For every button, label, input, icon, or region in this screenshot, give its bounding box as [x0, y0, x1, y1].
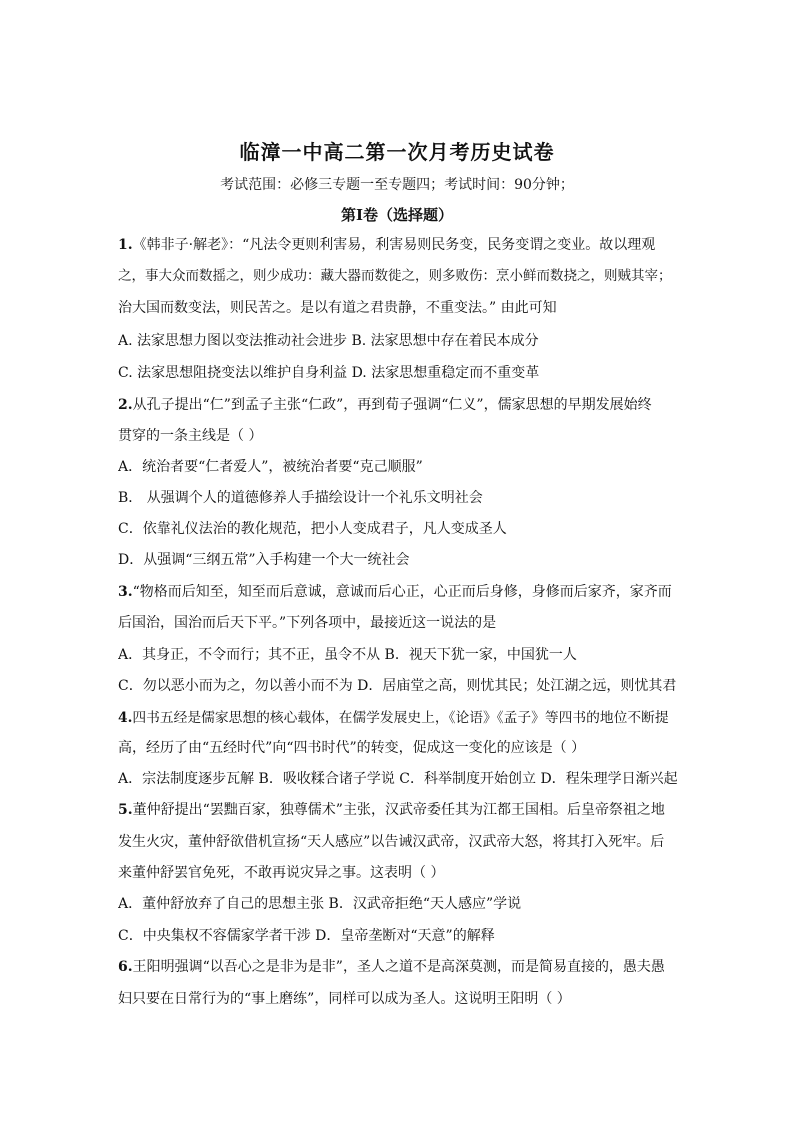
question-3-option: C．勿以恶小而为之，勿以善小而不为 D．居庙堂之高，则忧其民；处江湖之远，则忧其君 — [118, 678, 677, 694]
question-6-line: 妇只要在日常行为的“事上磨练”，同样可以成为圣人。这说明王阳明（ ） — [118, 991, 571, 1007]
question-1-option: C. 法家思想阻挠变法以维护自身利益 D. 法家思想重稳定而不重变革 — [118, 365, 540, 381]
question-2-line: 2.从孔子提出“仁”到孟子主张“仁政”，再到荀子强调“仁义”，儒家思想的早期发展始终 — [118, 397, 652, 413]
section-heading: 第I卷（选择题） — [340, 206, 454, 224]
question-number: 2. — [118, 397, 133, 413]
question-5-line: 5.董仲舒提出“罢黜百家，独尊儒术”主张，汉武帝委任其为江都王国相。后皇帝祭祖之地 — [118, 802, 665, 818]
page-title: 临漳一中高二第一次月考历史试卷 — [239, 140, 555, 164]
question-1-line: 1.《韩非子·解老》：“凡法令更则利害易，利害易则民务变，民务变谓之变业。故以理观 — [118, 237, 656, 253]
question-number: 5. — [118, 802, 133, 818]
question-6-line: 6.王阳明强调“以吾心之是非为是非”，圣人之道不是高深莫测，而是简易直接的，愚夫愚 — [118, 959, 665, 975]
question-4-line: 4.四书五经是儒家思想的核心载体，在儒学发展史上，《论语》《孟子》等四书的地位不断提 — [118, 710, 669, 726]
question-2-option: A．统治者要“仁者爱人”，被统治者要“克己顺服” — [118, 459, 423, 475]
question-number: 4. — [118, 710, 133, 726]
question-4-option: A．宗法制度逐步瓦解 B．吸收糅合诸子学说 C．科举制度开始创立 D．程朱理学日渐兴起 — [118, 771, 678, 787]
question-5-option: A．董仲舒放弃了自己的思想主张 B．汉武帝拒绝“天人感应”学说 — [118, 896, 522, 912]
question-3-line: 3.“物格而后知至，知至而后意诚，意诚而后心正，心正而后身修，身修而后家齐，家齐而 — [118, 584, 672, 600]
question-number: 3. — [118, 584, 133, 600]
question-4-line: 高，经历了由“五经时代”向“四书时代”的转变，促成这一变化的应该是（ ） — [118, 740, 586, 756]
exam-info: 考试范围：必修三专题一至专题四；考试时间：90分钟； — [220, 177, 574, 193]
question-1-line: 治大国而数变法，则民苦之。是以有道之君贵静，不重变法。” 由此可知 — [118, 300, 557, 316]
question-2-line: 贯穿的一条主线是（ ） — [118, 428, 263, 444]
question-1-option: A. 法家思想力图以变法推动社会进步 B. 法家思想中存在着民本成分 — [118, 333, 539, 349]
question-2-option: C．依靠礼仪法治的教化规范，把小人变成君子，凡人变成圣人 — [118, 521, 507, 537]
question-2-option: D．从强调“三纲五常”入手构建一个大一统社会 — [118, 552, 410, 568]
question-number: 1. — [118, 237, 133, 253]
question-3-option: A．其身正，不令而行；其不正，虽令不从 B．视天下犹一家，中国犹一人 — [118, 647, 577, 663]
question-5-line: 来董仲舒罢官免死，不敢再说灾异之事。这表明（ ） — [118, 865, 445, 881]
question-1-line: 之，事大众而数摇之，则少成功：藏大器而数徙之，则多败伤：烹小鲜而数挠之，则贼其宰； — [118, 268, 672, 284]
question-number: 6. — [118, 959, 133, 975]
question-5-option: C．中央集权不容儒家学者干涉 D．皇帝垄断对“天意”的解释 — [118, 928, 495, 944]
question-2-option: B． 从强调个人的道德修养人手描绘设计一个礼乐文明社会 — [118, 490, 483, 506]
question-5-line: 发生火灾，董仲舒欲借机宣扬“天人感应”以告诫汉武帝，汉武帝大怒，将其打入死牢。后 — [118, 834, 665, 850]
question-3-line: 后国治，国治而后天下平。”下列各项中，最接近这一说法的是 — [118, 615, 497, 631]
